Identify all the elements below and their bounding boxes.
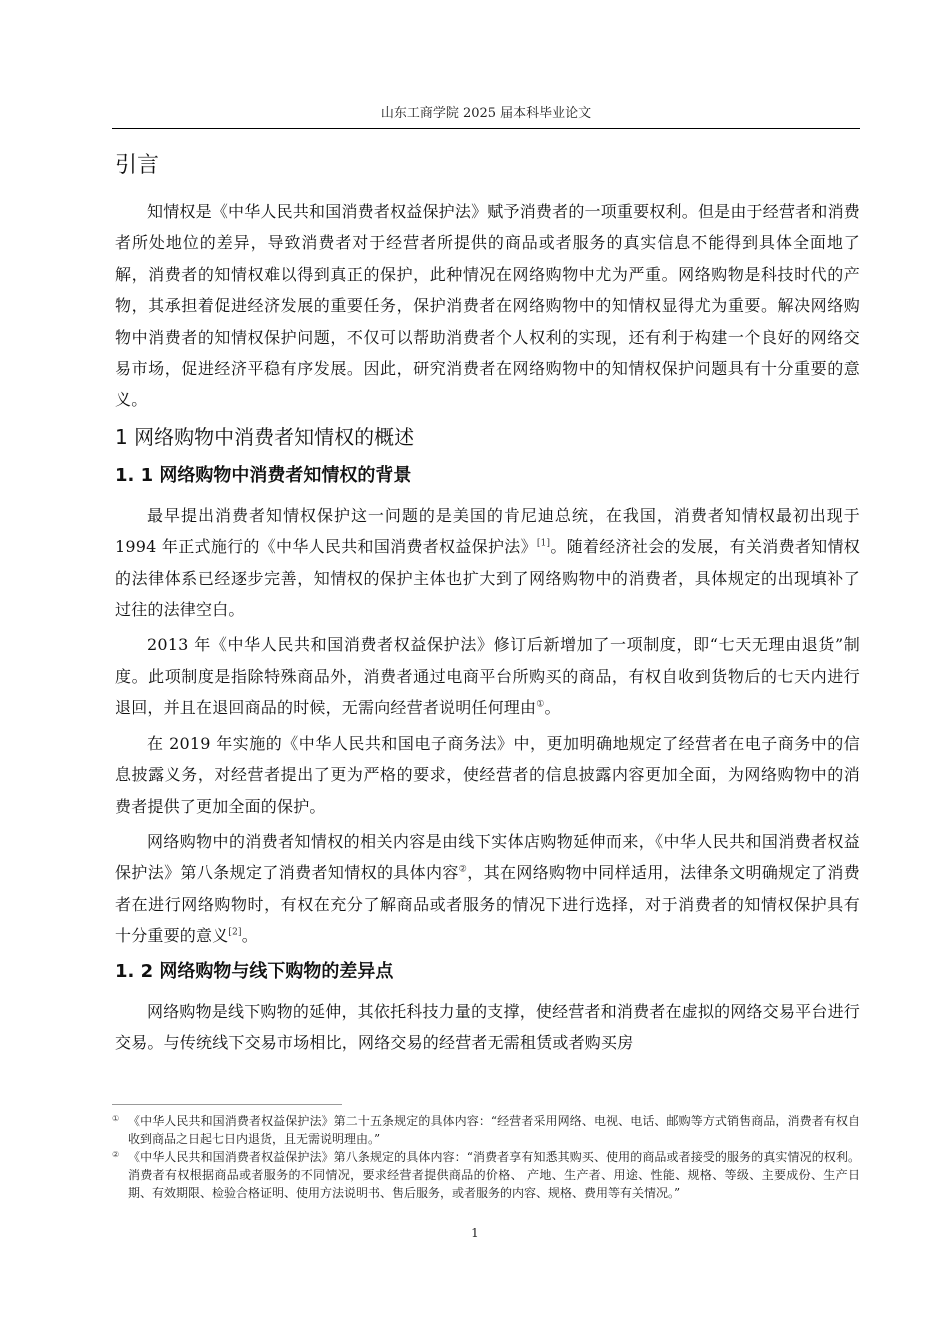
intro-heading: 引言 [115,153,160,178]
footnote-rule [112,1104,342,1105]
paragraph-text: ，其在网络购物中同样适用，法律条文明确规定了消费者在进行网络购物时，有权在充分了解商品或者服务的情况下进行选择，对于消费者的知情权保护具有十分重要的意义 [115,863,860,946]
section-1-1-paragraph-2 [115,629,860,723]
header-rule [112,128,860,129]
section-1-2-heading: 1. 2 网络购物与线下购物的差异点 [115,960,394,982]
paragraph-text: 最早提出消费者知情权保护这一问题的是美国的肯尼迪总统，在我国，消费者知情权最初出现于 1994 年正式施行的《中华人民共和国消费者权益保护法》 [115,505,860,557]
chapter-1-heading: 1 网络购物中消费者知情权的概述 [115,424,415,449]
paragraph-text: 网络购物中的消费者知情权的相关内容是由线下实体店购物延伸而来，《中华人民共和国消费者权益保护法》第八条规定了消费者知情权的具体内容 [115,831,860,883]
footnotes [112,1112,860,1202]
footnote-1 [112,1112,860,1148]
section-1-1-paragraph-3: 在 2019 年实施的《中华人民共和国电子商务法》中，更加明确地规定了经营者在电子商务中的信息披露义务，对经营者提出了更为严格的要求，使经营者的信息披露内容更加全面，为网络购物中的消费者提供了更加全面的保护。 [115,733,860,816]
running-header: 山东工商学院 2025 届本科毕业论文 [380,106,592,121]
section-1-2-paragraph-1: 网络购物是线下购物的延伸，其依托科技力量的支撑，使经营者和消费者在虚拟的网络交易平台进行交易。与传统线下交易市场相比，网络交易的经营者无需租赁或者购买房 [115,1001,860,1052]
footnote-text: 《中华人民共和国消费者权益保护法》第八条规定的具体内容：“消费者享有知悉其购买、使用的商品或者接受的服务的真实情况的权利。消费者有权根据商品或者服务的不同情况，要求经营者提供商品的价格、 产地、生产者、用途、性能、规格、等级、主要成份、生产日期、有效期限、检验合格证明、使用方法说明书、售后服务，或者服务的内容、规格、费用等有关情况。” [128,1150,860,1200]
citation-ref: [2] [228,927,242,938]
section-1-1-paragraph-4 [115,826,860,952]
paragraph-text: 2013 年《中华人民共和国消费者权益保护法》修订后新增加了一项制度，即“七天无理由退货”制度。此项制度是指除特殊商品外，消费者通过电商平台所购买的商品，有权自收到货物后的七天内进行退回，并且在退回商品的时候，无需向经营者说明任何理由 [115,635,860,718]
footnote-text: 《中华人民共和国消费者权益保护法》第二十五条规定的具体内容：“经营者采用网络、电视、电话、邮购等方式销售商品，消费者有权自收到商品之日起七日内退货，且无需说明理由。” [128,1114,860,1146]
page-number: 1 [471,1226,479,1240]
paragraph-text: 。 [241,926,258,946]
footnote-mark: ① [112,1114,120,1123]
paragraph-text: 。随着经济社会的发展，有关消费者知情权的法律体系已经逐步完善，知情权的保护主体也扩大到了网络购物中的消费者，具体规定的出现填补了过往的法律空白。 [115,537,860,620]
footnote-ref: ② [458,865,468,876]
paragraph-text: 。 [544,698,561,718]
main-content [115,148,860,1062]
footnote-ref: ① [536,699,545,710]
citation-ref: [1] [536,538,551,549]
footnote-mark: ② [112,1150,120,1159]
intro-paragraph: 知情权是《中华人民共和国消费者权益保护法》赋予消费者的一项重要权利。但是由于经营者和消费者所处地位的差异，导致消费者对于经营者所提供的商品或者服务的真实信息不能得到具体全面地了解，消费者的知情权难以得到真正的保护，此种情况在网络购物中尤为严重。网络购物是科技时代的产物，其承担着促进经济发展的重要任务，保护消费者在网络购物中的知情权显得尤为重要。解决网络购物中消费者的知情权保护问题，不仅可以帮助消费者个人权利的实现，还有利于构建一个良好的网络交易市场，促进经济平稳有序发展。因此，研究消费者在网络购物中的知情权保护问题具有十分重要的意义。 [115,202,860,410]
footnote-2 [112,1148,860,1202]
section-1-1-heading: 1. 1 网络购物中消费者知情权的背景 [115,464,412,486]
section-1-1-paragraph-1 [115,500,860,626]
